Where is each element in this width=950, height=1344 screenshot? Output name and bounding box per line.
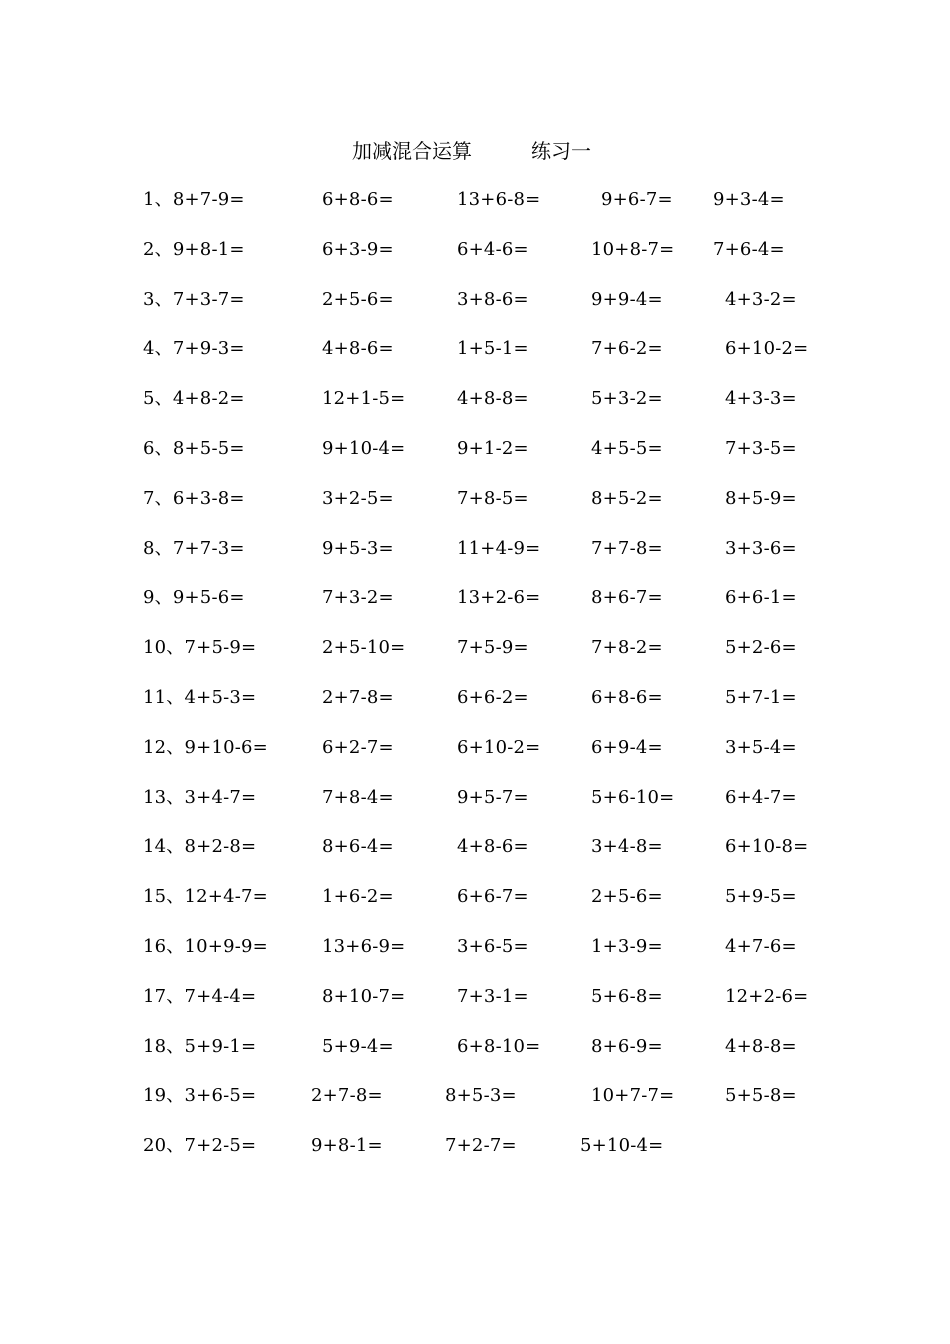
exercise-row [0,684,950,712]
exercise-problem: 4+5-5= [591,438,663,459]
exercise-problem: 5+6-8= [591,985,663,1007]
exercise-problem: 2+5-6= [591,886,663,908]
exercise-problem-numbered: 12、9+10-6= [143,736,268,758]
exercise-problem: 9+5-3= [322,537,394,559]
exercise-row [0,883,950,911]
exercise-problem-numbered: 20、7+2-5= [143,1135,257,1157]
exercise-problem: 13+6-8= [457,189,541,210]
exercise-problem: 7+2-7= [445,1135,517,1157]
exercise-problem: 6+10-2= [457,736,541,758]
worksheet-title-main: 加减混合运算 [352,139,472,163]
exercise-problem: 6+8-6= [322,189,394,210]
exercise-problem: 9+8-1= [311,1135,383,1157]
exercise-problem: 2+7-8= [311,1085,383,1107]
exercise-problem: 13+6-9= [322,936,406,957]
exercise-problem: 6+6-2= [457,687,529,708]
exercise-problem: 6+3-9= [322,238,394,260]
exercise-problem-numbered: 13、3+4-7= [143,786,257,808]
exercise-problem-numbered: 9、9+5-6= [143,587,245,609]
exercise-row [0,236,950,264]
exercise-problem: 6+4-7= [725,786,797,808]
exercise-problem: 5+7-1= [725,687,797,708]
exercise-row [0,833,950,861]
exercise-problem: 7+8-2= [591,637,663,659]
exercise-problem-numbered: 4、7+9-3= [143,338,245,360]
exercise-problem-numbered: 10、7+5-9= [143,637,257,659]
exercise-problem: 6+8-10= [457,1035,541,1057]
exercise-row [0,1132,950,1160]
exercise-problem: 4+8-6= [457,836,529,858]
exercise-problem-numbered: 5、4+8-2= [143,388,245,410]
exercise-problem: 5+9-4= [322,1035,394,1057]
exercise-problem-numbered: 11、4+5-3= [143,687,257,708]
exercise-problem: 5+3-2= [591,388,663,410]
exercise-problem: 3+5-4= [725,736,797,758]
exercise-problem: 6+9-4= [591,736,663,758]
exercise-problem: 4+3-3= [725,388,797,410]
exercise-problem: 4+8-8= [725,1035,797,1057]
exercise-row [0,784,950,812]
exercise-problem: 3+8-6= [457,288,529,310]
exercise-problem: 6+2-7= [322,736,394,758]
exercise-problem: 12+1-5= [322,388,406,410]
exercise-row [0,186,950,214]
exercise-problem: 9+3-4= [713,189,785,210]
exercise-problem: 4+3-2= [725,288,797,310]
exercise-row [0,584,950,612]
exercise-row [0,286,950,314]
exercise-problem: 5+9-5= [725,886,797,908]
exercise-problem-numbered: 3、7+3-7= [143,288,245,310]
exercise-problem: 8+6-4= [322,836,394,858]
exercise-problem: 1+3-9= [591,936,663,957]
exercise-problem: 4+8-6= [322,338,394,360]
exercise-problem: 4+7-6= [725,936,797,957]
exercise-problem: 7+6-2= [591,338,663,360]
exercise-problem: 5+2-6= [725,637,797,659]
exercise-problem-numbered: 2、9+8-1= [143,238,245,260]
worksheet-title-sub: 练习一 [531,139,591,163]
exercise-problem: 3+3-6= [725,537,797,559]
exercise-problem: 10+7-7= [591,1085,675,1107]
exercise-problem: 7+5-9= [457,637,529,659]
exercise-problem-numbered: 14、8+2-8= [143,836,257,858]
exercise-problem: 6+10-2= [725,338,809,360]
exercise-row [0,335,950,363]
exercise-problem: 10+8-7= [591,238,675,260]
exercise-row [0,634,950,662]
exercise-problem: 8+10-7= [322,985,406,1007]
exercise-problem: 9+5-7= [457,786,529,808]
exercise-problem: 8+5-9= [725,487,797,509]
exercise-row [0,1033,950,1061]
exercise-problem: 7+7-8= [591,537,663,559]
exercise-problem-numbered: 17、7+4-4= [143,985,257,1007]
exercise-problem: 6+10-8= [725,836,809,858]
worksheet-title [0,136,950,166]
exercise-row [0,385,950,413]
exercise-problem-numbered: 15、12+4-7= [143,886,268,908]
exercise-problem: 2+7-8= [322,687,394,708]
exercise-problem: 7+3-1= [457,985,529,1007]
exercise-problem: 3+6-5= [457,936,529,957]
exercise-row [0,485,950,513]
exercise-problem-numbered: 19、3+6-5= [143,1085,257,1107]
exercise-problem: 12+2-6= [725,985,809,1007]
exercise-problem-numbered: 8、7+7-3= [143,537,245,559]
exercise-problem: 8+5-3= [445,1085,517,1107]
exercise-problem: 1+5-1= [457,338,529,360]
exercise-problem: 9+10-4= [322,438,406,459]
exercise-problem: 2+5-10= [322,637,406,659]
exercise-row [0,983,950,1011]
exercise-problem: 5+10-4= [580,1135,664,1157]
exercise-problem: 4+8-8= [457,388,529,410]
exercise-problem: 5+6-10= [591,786,675,808]
exercise-row [0,535,950,563]
exercise-problem: 8+6-7= [591,587,663,609]
exercise-problem: 8+6-9= [591,1035,663,1057]
exercise-problem-numbered: 18、5+9-1= [143,1035,257,1057]
exercise-problem: 7+6-4= [713,238,785,260]
exercise-problem: 11+4-9= [457,537,541,559]
exercise-problem: 7+8-4= [322,786,394,808]
exercise-row [0,1082,950,1110]
exercise-problem-numbered: 1、8+7-9= [143,189,245,210]
exercise-problem: 1+6-2= [322,886,394,908]
exercise-problem-numbered: 16、10+9-9= [143,936,268,957]
exercise-problem: 3+4-8= [591,836,663,858]
exercise-problem: 8+5-2= [591,487,663,509]
exercise-problem: 6+4-6= [457,238,529,260]
exercise-problem: 3+2-5= [322,487,394,509]
exercise-problem: 9+1-2= [457,438,529,459]
exercise-problem: 5+5-8= [725,1085,797,1107]
exercise-problem-numbered: 7、6+3-8= [143,487,245,509]
exercise-row [0,435,950,463]
exercise-problem: 7+3-5= [725,438,797,459]
exercise-problem: 6+8-6= [591,687,663,708]
exercise-row [0,933,950,961]
exercise-row [0,734,950,762]
exercise-problem: 7+8-5= [457,487,529,509]
exercise-problem: 6+6-7= [457,886,529,908]
exercise-problem: 6+6-1= [725,587,797,609]
exercise-problem: 7+3-2= [322,587,394,609]
exercise-problem: 9+6-7= [601,189,673,210]
exercise-problem: 9+9-4= [591,288,663,310]
exercise-problem-numbered: 6、8+5-5= [143,438,245,459]
exercise-problem: 2+5-6= [322,288,394,310]
exercise-problem: 13+2-6= [457,587,541,609]
